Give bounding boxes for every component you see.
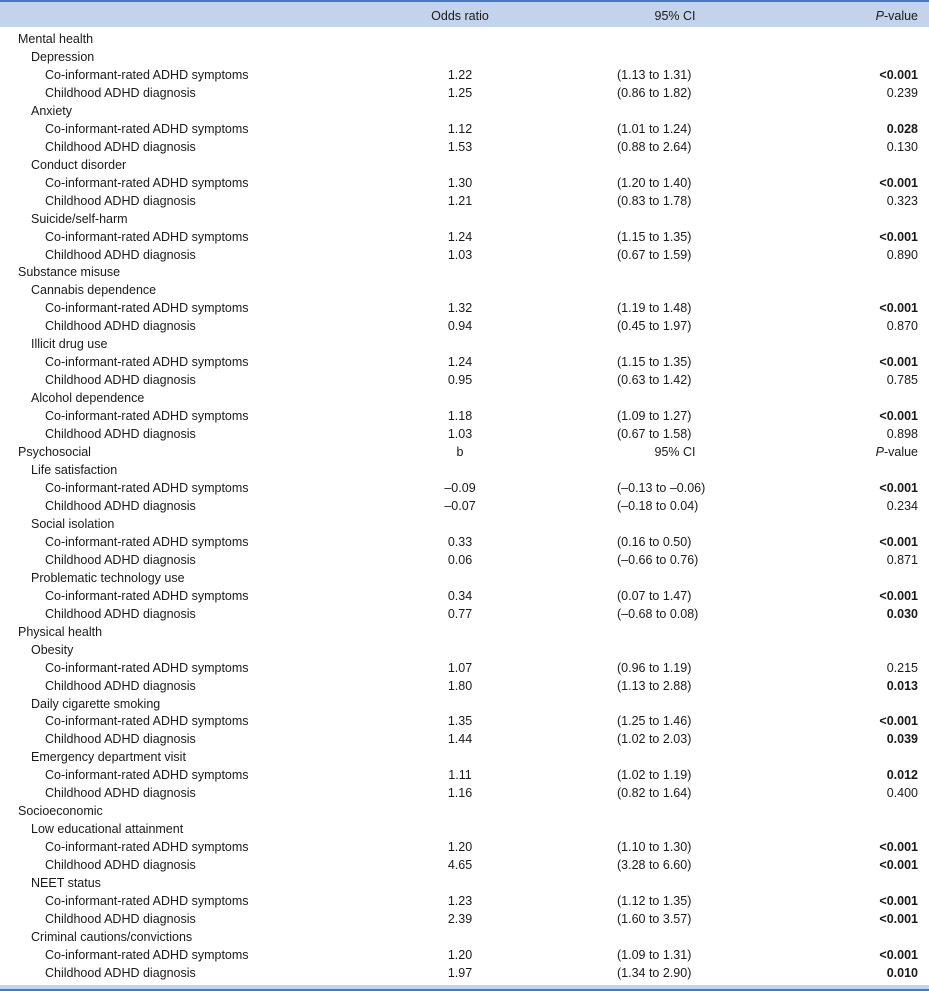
outcome-row [0,820,929,838]
table-row [0,838,929,856]
p-value: <0.001 [879,912,918,927]
predictor-label: Co-informant-rated ADHD symptoms [45,534,249,549]
table-row [0,479,929,497]
outcome-row [0,389,929,407]
table-row [0,910,929,928]
predictor-label: Childhood ADHD diagnosis [45,193,196,208]
estimate-value: 1.12 [447,121,473,136]
p-value: <0.001 [879,947,918,962]
ci-value: (1.09 to 1.27) [617,409,692,424]
section-row [0,30,929,48]
table-row [0,766,929,784]
p-value: 0.215 [886,660,918,675]
subheader-b: b [456,445,464,460]
table-row [0,192,929,210]
p-value: <0.001 [879,588,918,603]
ci-value: (1.25 to 1.46) [617,714,692,729]
table-row [0,712,929,730]
predictor-label: Childhood ADHD diagnosis [45,552,196,567]
predictor-label: Childhood ADHD diagnosis [45,427,196,442]
predictor-label: Co-informant-rated ADHD symptoms [45,175,249,190]
table-row [0,353,929,371]
outcome-row [0,515,929,533]
subheader-ci: 95% CI [654,445,696,460]
predictor-label: Co-informant-rated ADHD symptoms [45,301,249,316]
table-row [0,407,929,425]
predictor-label: Co-informant-rated ADHD symptoms [45,355,249,370]
p-value: 0.234 [886,498,918,513]
p-value: 0.785 [886,373,918,388]
table-row [0,228,929,246]
estimate-value: 1.21 [447,193,473,208]
predictor-label: Co-informant-rated ADHD symptoms [45,660,249,675]
ci-value: (–0.68 to 0.08) [617,606,699,621]
ci-value: (–0.13 to –0.06) [617,481,706,495]
ci-value: (1.34 to 2.90) [617,965,692,980]
predictor-label: Childhood ADHD diagnosis [45,912,196,927]
ci-value: (0.83 to 1.78) [617,193,692,208]
outcome-label: Depression [31,49,95,64]
predictor-label: Childhood ADHD diagnosis [45,498,196,513]
table-row [0,120,929,138]
ci-value: (1.60 to 3.57) [617,912,692,927]
table-row [0,497,929,515]
outcome-label: Emergency department visit [31,750,186,765]
estimate-value: 1.07 [447,660,473,675]
p-value: <0.001 [879,355,918,370]
predictor-label: Co-informant-rated ADHD symptoms [45,588,249,603]
p-value: <0.001 [879,67,918,82]
psychosocial-header-row [0,443,929,461]
estimate-value: 0.95 [447,373,473,388]
predictor-label: Childhood ADHD diagnosis [45,247,196,262]
ci-value: (0.88 to 2.64) [617,139,692,154]
section-row [0,263,929,281]
ci-value: (1.01 to 1.24) [617,121,692,136]
section-label: Psychosocial [18,445,91,460]
p-value: <0.001 [879,409,918,424]
predictor-label: Co-informant-rated ADHD symptoms [45,67,249,82]
table-row [0,659,929,677]
ci-value: (0.45 to 1.97) [617,319,692,334]
p-value: 0.039 [886,732,918,747]
p-value: <0.001 [879,534,918,549]
estimate-value: –0.07 [444,498,476,513]
table-row [0,551,929,569]
header-odds-ratio: Odds ratio [431,9,489,23]
outcome-row [0,210,929,228]
predictor-label: Childhood ADHD diagnosis [45,678,196,693]
subheader-p-value: P-value [875,445,918,460]
outcome-row [0,48,929,66]
ci-value: (1.13 to 2.88) [617,678,692,693]
estimate-value: –0.09 [444,481,476,495]
table-bottom-rule [0,985,929,991]
table-row [0,605,929,623]
p-value: 0.400 [886,786,918,801]
p-value: <0.001 [879,175,918,190]
p-value: <0.001 [879,301,918,316]
ci-value: (1.10 to 1.30) [617,840,692,855]
outcome-label: Suicide/self-harm [31,211,128,226]
ci-value: (1.09 to 1.31) [617,947,692,962]
estimate-value: 1.03 [447,427,473,442]
ci-value: (0.67 to 1.59) [617,247,692,262]
ci-value: (0.82 to 1.64) [617,786,692,801]
ci-value: (1.20 to 1.40) [617,175,692,190]
predictor-label: Co-informant-rated ADHD symptoms [45,894,249,909]
predictor-label: Co-informant-rated ADHD symptoms [45,714,249,729]
predictor-label: Childhood ADHD diagnosis [45,373,196,388]
ci-value: (0.86 to 1.82) [617,85,692,100]
table-row [0,174,929,192]
p-value: 0.890 [886,247,918,262]
p-value: 0.030 [886,606,918,621]
ci-value: (1.02 to 1.19) [617,768,692,783]
p-value: 0.013 [886,678,918,693]
outcome-label: Obesity [31,642,74,657]
outcome-row [0,335,929,353]
table-row [0,533,929,551]
ci-value: (1.15 to 1.35) [617,229,692,244]
estimate-value: 1.03 [447,247,473,262]
estimate-value: 1.30 [447,175,473,190]
table-row [0,138,929,156]
outcome-label: Conduct disorder [31,157,127,172]
header-ci: 95% CI [654,9,696,23]
outcome-row [0,461,929,479]
ci-value: (–0.66 to 0.76) [617,552,699,567]
ci-value: (–0.18 to 0.04) [617,498,699,513]
header-p-value: P-value [875,9,918,23]
estimate-value: 1.25 [447,85,473,100]
estimate-value: 0.33 [447,534,473,549]
predictor-label: Co-informant-rated ADHD symptoms [45,947,249,962]
table-row [0,730,929,748]
estimate-value: 1.22 [447,67,473,82]
predictor-label: Childhood ADHD diagnosis [45,858,196,873]
predictor-label: Co-informant-rated ADHD symptoms [45,768,249,783]
estimate-value: 0.94 [447,319,473,334]
outcome-row [0,102,929,120]
section-label: Socioeconomic [18,804,103,819]
predictor-label: Co-informant-rated ADHD symptoms [45,409,249,424]
estimate-value: 0.34 [447,588,473,603]
outcome-row [0,281,929,299]
table-row [0,587,929,605]
outcome-label: Alcohol dependence [31,391,145,406]
p-value: 0.012 [886,768,918,783]
estimate-value: 1.53 [447,139,473,154]
p-value: 0.028 [886,121,918,136]
table-row [0,317,929,335]
estimate-value: 1.20 [447,840,473,855]
table-row [0,246,929,264]
p-value: 0.323 [886,193,918,208]
outcome-label: Criminal cautions/convictions [31,930,193,944]
table-header-row [0,6,929,26]
p-value: 0.871 [886,552,918,567]
outcome-label: NEET status [31,876,101,891]
estimate-value: 1.97 [447,965,473,980]
estimate-value: 1.80 [447,678,473,693]
outcome-label: Illicit drug use [31,337,108,352]
estimate-value: 1.32 [447,301,473,316]
predictor-label: Co-informant-rated ADHD symptoms [45,840,249,855]
estimate-value: 1.20 [447,947,473,962]
p-value: 0.870 [886,319,918,334]
ci-value: (0.67 to 1.58) [617,427,692,442]
outcome-row [0,641,929,659]
p-value: <0.001 [879,840,918,855]
estimate-value: 1.35 [447,714,473,729]
predictor-label: Childhood ADHD diagnosis [45,85,196,100]
ci-value: (0.63 to 1.42) [617,373,692,388]
outcome-row [0,156,929,174]
outcome-row [0,874,929,892]
ci-value: (0.07 to 1.47) [617,588,692,603]
section-label: Physical health [18,624,103,639]
ci-value: (1.02 to 2.03) [617,732,692,747]
p-value: 0.130 [886,139,918,154]
estimate-value: 1.18 [447,409,473,424]
outcome-row [0,695,929,713]
ci-value: (3.28 to 6.60) [617,858,692,873]
table-row [0,964,929,982]
predictor-label: Childhood ADHD diagnosis [45,139,196,154]
estimate-value: 1.23 [447,894,473,909]
table-row [0,856,929,874]
section-label: Substance misuse [18,265,121,280]
p-value: 0.010 [886,965,918,980]
outcome-label: Problematic technology use [31,570,185,585]
ci-value: (0.16 to 0.50) [617,534,692,549]
ci-value: (0.96 to 1.19) [617,660,692,675]
predictor-label: Childhood ADHD diagnosis [45,606,196,621]
section-row [0,623,929,641]
predictor-label: Co-informant-rated ADHD symptoms [45,229,249,244]
table-row [0,892,929,910]
p-value: <0.001 [879,894,918,909]
predictor-label: Childhood ADHD diagnosis [45,965,196,980]
predictor-label: Childhood ADHD diagnosis [45,319,196,334]
estimate-value: 2.39 [447,912,473,927]
predictor-label: Co-informant-rated ADHD symptoms [45,121,249,136]
estimate-value: 0.06 [447,552,473,567]
outcome-label: Anxiety [31,103,72,118]
table-row [0,371,929,389]
p-value: 0.239 [886,85,918,100]
p-value: <0.001 [879,481,918,495]
ci-value: (1.12 to 1.35) [617,894,692,909]
estimate-value: 1.11 [448,768,472,783]
ci-value: (1.15 to 1.35) [617,355,692,370]
outcome-label: Daily cigarette smoking [31,696,161,711]
estimate-value: 1.16 [447,786,473,801]
estimate-value: 4.65 [447,858,473,873]
estimate-value: 1.24 [447,355,473,370]
section-row [0,802,929,820]
predictor-label: Childhood ADHD diagnosis [45,786,196,801]
outcome-label: Life satisfaction [31,463,118,478]
outcome-row [0,569,929,587]
estimate-value: 1.24 [447,229,473,244]
outcome-row [0,928,929,946]
table-row [0,66,929,84]
outcome-label: Social isolation [31,516,115,531]
estimate-value: 0.77 [447,606,473,621]
table-row [0,946,929,964]
predictor-label: Childhood ADHD diagnosis [45,732,196,747]
outcome-label: Cannabis dependence [31,283,157,298]
predictor-label: Co-informant-rated ADHD symptoms [45,481,249,495]
table-row [0,84,929,102]
p-value: 0.898 [886,427,918,442]
ci-value: (1.19 to 1.48) [617,301,692,316]
p-value: <0.001 [879,858,918,873]
p-value: <0.001 [879,229,918,244]
outcome-row [0,748,929,766]
section-label: Mental health [18,32,94,46]
p-value: <0.001 [879,714,918,729]
table-row [0,784,929,802]
ci-value: (1.13 to 1.31) [617,67,692,82]
table-row [0,299,929,317]
table-row [0,425,929,443]
estimate-value: 1.44 [447,732,473,747]
table-row [0,677,929,695]
outcome-label: Low educational attainment [31,822,184,837]
